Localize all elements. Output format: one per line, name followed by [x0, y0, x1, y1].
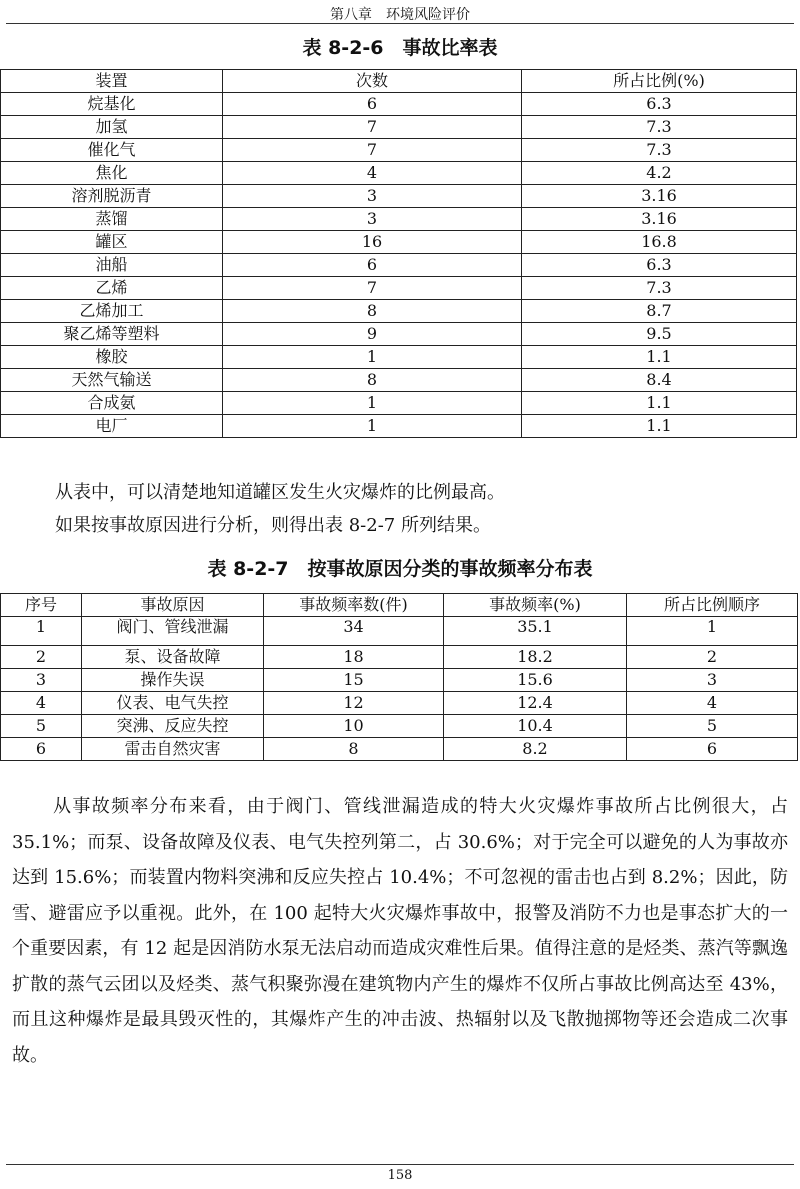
analysis-paragraph: 从事故频率分布来看，由于阀门、管线泄漏造成的特大火灾爆炸事故所占比例很大，占 35.1%；而泵、设备故障及仪表、电气失控列第二，占 30.6%；对于完全可以避免的人为事故亦达到 15.6%；而装置内物料突沸和反应失控占 10.4%；不可忽视的雷击也占到 8.2%；因此，防雪、避雷应予以重视。此外，在 100 起特大火灾爆炸事故中，报警及消防不力也是事态扩大的一个重要因素，有 12 起是因消防水泵无法启动而造成灾难性后果。值得注意的是烃类、蒸汽等飘逸扩散的蒸气云团以及烃类、蒸气积聚弥漫在建筑物内产生的爆炸不仅所占事故比例高达至 43%，而且这种爆炸是最具毁灭性的，其爆炸产生的冲击波、热辐射以及飞散抛掷物等还会造成二次事故。 — [12, 796, 788, 1066]
table-row — [1, 254, 797, 277]
table-cell: 2 — [1, 646, 82, 669]
column-header: 所占比例(%) — [522, 70, 797, 93]
table-cell: 4 — [1, 692, 82, 715]
table-cell: 操作失误 — [82, 669, 264, 692]
table-cell: 聚乙烯等塑料 — [1, 323, 223, 346]
table-cell: 7 — [223, 139, 522, 162]
table-row — [1, 277, 797, 300]
table-row — [1, 231, 797, 254]
table-cell: 天然气输送 — [1, 369, 223, 392]
table-row — [1, 715, 798, 738]
table-cell: 34 — [264, 617, 444, 646]
table-cell: 3.16 — [522, 185, 797, 208]
table-row — [1, 208, 797, 231]
table-cell: 1.1 — [522, 392, 797, 415]
table-cell: 烷基化 — [1, 93, 223, 116]
table-cell: 9 — [223, 323, 522, 346]
table-cell: 16.8 — [522, 231, 797, 254]
table-cell: 3 — [1, 669, 82, 692]
table-cell: 1.1 — [522, 415, 797, 438]
table-cell: 8 — [223, 369, 522, 392]
table-cell: 泵、设备故障 — [82, 646, 264, 669]
table-cell: 6 — [1, 738, 82, 761]
table-cell: 合成氨 — [1, 392, 223, 415]
table-cell: 罐区 — [1, 231, 223, 254]
table-cell: 3 — [223, 185, 522, 208]
table-cell: 3.16 — [522, 208, 797, 231]
table-cell: 3 — [223, 208, 522, 231]
table-row — [1, 738, 798, 761]
table-cell: 1 — [1, 617, 82, 646]
table-row — [1, 392, 797, 415]
table-cell: 10.4 — [444, 715, 627, 738]
table-cell: 加氢 — [1, 116, 223, 139]
table-row — [1, 300, 797, 323]
table-cell: 乙烯加工 — [1, 300, 223, 323]
table-cell: 18 — [264, 646, 444, 669]
page-number: 158 — [387, 1168, 413, 1183]
table-cell: 2 — [627, 646, 798, 669]
text-line: 从表中，可以清楚地知道罐区发生火灾爆炸的比例最高。 — [55, 482, 505, 503]
table-cell: 3 — [627, 669, 798, 692]
table-row — [1, 415, 797, 438]
intro-text — [0, 476, 796, 542]
table-row — [1, 617, 798, 646]
table-cell: 15 — [264, 669, 444, 692]
table-row — [1, 93, 797, 116]
table-cell: 8.2 — [444, 738, 627, 761]
column-header: 事故频率数(件) — [264, 594, 444, 617]
table-row — [1, 116, 797, 139]
table-cell: 8 — [264, 738, 444, 761]
table-row — [1, 162, 797, 185]
table-cell: 1 — [223, 346, 522, 369]
table-row — [1, 346, 797, 369]
table-cell: 焦化 — [1, 162, 223, 185]
table-cell: 12 — [264, 692, 444, 715]
table-row — [1, 323, 797, 346]
accident-ratio-table — [0, 69, 797, 438]
table-cell: 1 — [627, 617, 798, 646]
table-cell: 1.1 — [522, 346, 797, 369]
table-cell: 15.6 — [444, 669, 627, 692]
table-row — [1, 139, 797, 162]
table-cell: 4 — [223, 162, 522, 185]
column-header: 所占比例顺序 — [627, 594, 798, 617]
table-cell: 雷击自然灾害 — [82, 738, 264, 761]
table-header-row — [1, 594, 798, 617]
table-cell: 8.7 — [522, 300, 797, 323]
table-cell: 4.2 — [522, 162, 797, 185]
table-header-row — [1, 70, 797, 93]
table-row — [1, 646, 798, 669]
column-header: 事故原因 — [82, 594, 264, 617]
table-cell: 7.3 — [522, 277, 797, 300]
table-row — [1, 185, 797, 208]
table-cell: 溶剂脱沥青 — [1, 185, 223, 208]
column-header: 序号 — [1, 594, 82, 617]
table-row — [1, 692, 798, 715]
table-cell: 7 — [223, 277, 522, 300]
table-cell: 7.3 — [522, 116, 797, 139]
table1-caption: 表 8-2-6 事故比率表 — [302, 37, 498, 59]
table-cell: 4 — [627, 692, 798, 715]
table-cell: 电厂 — [1, 415, 223, 438]
table-cell: 1 — [223, 392, 522, 415]
table-cell: 仪表、电气失控 — [82, 692, 264, 715]
table-cell: 1 — [223, 415, 522, 438]
table-cell: 橡胶 — [1, 346, 223, 369]
page-header — [0, 0, 800, 26]
column-header: 次数 — [223, 70, 522, 93]
table-cell: 6 — [223, 254, 522, 277]
table-cell: 7 — [223, 116, 522, 139]
chapter-title: 第八章 环境风险评价 — [330, 7, 470, 23]
table-cell: 6 — [627, 738, 798, 761]
table-cell: 6 — [223, 93, 522, 116]
table-cell: 突沸、反应失控 — [82, 715, 264, 738]
table-cell: 6.3 — [522, 93, 797, 116]
table-cell: 10 — [264, 715, 444, 738]
table-cell: 蒸馏 — [1, 208, 223, 231]
table-cell: 5 — [1, 715, 82, 738]
footer-rule — [6, 1164, 794, 1165]
table-cell: 催化气 — [1, 139, 223, 162]
table-cell: 18.2 — [444, 646, 627, 669]
table-cell: 12.4 — [444, 692, 627, 715]
table-cell: 16 — [223, 231, 522, 254]
table-cell: 6.3 — [522, 254, 797, 277]
table-cell: 5 — [627, 715, 798, 738]
table-cell: 阀门、管线泄漏 — [82, 617, 264, 646]
column-header: 装置 — [1, 70, 223, 93]
table-cell: 8 — [223, 300, 522, 323]
cause-frequency-table — [0, 593, 798, 761]
table-row — [1, 369, 797, 392]
table-cell: 8.4 — [522, 369, 797, 392]
table-cell: 乙烯 — [1, 277, 223, 300]
table-cell: 油船 — [1, 254, 223, 277]
column-header: 事故频率(%) — [444, 594, 627, 617]
table-cell: 35.1 — [444, 617, 627, 646]
table-cell: 7.3 — [522, 139, 797, 162]
table-row — [1, 669, 798, 692]
table2-caption: 表 8-2-7 按事故原因分类的事故频率分布表 — [207, 558, 593, 580]
table-cell: 9.5 — [522, 323, 797, 346]
text-line: 如果按事故原因进行分析，则得出表 8-2-7 所列结果。 — [55, 515, 491, 536]
header-rule — [6, 23, 794, 24]
